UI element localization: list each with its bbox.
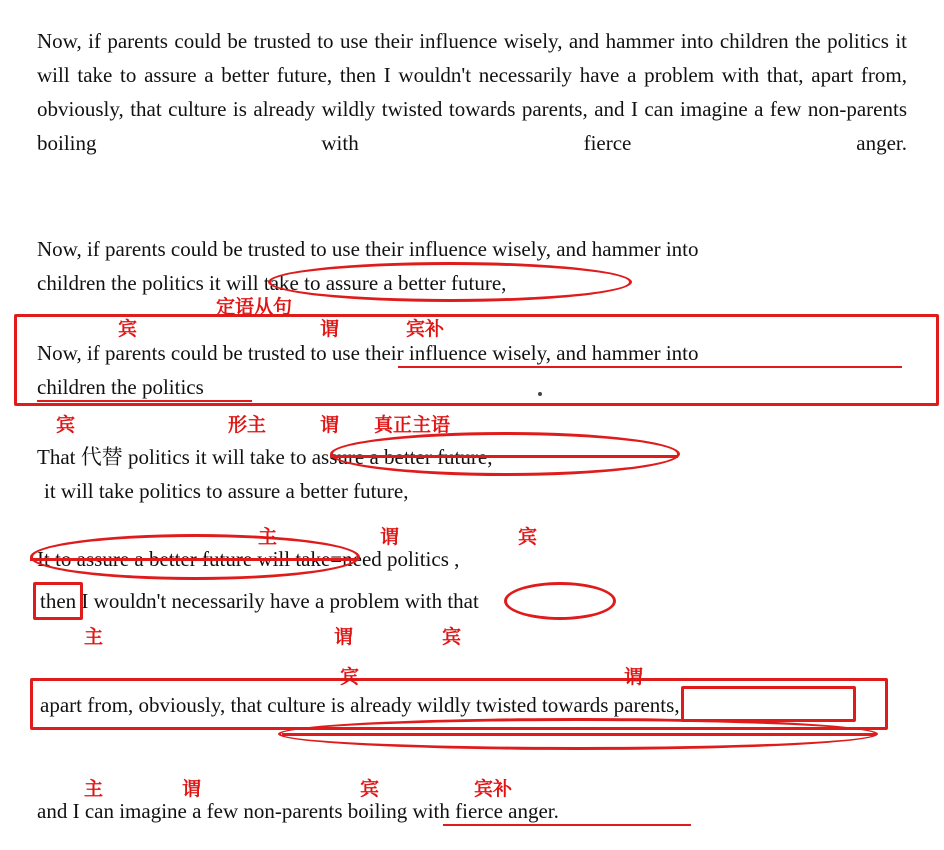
annotation-label: 主 bbox=[84, 778, 104, 800]
annotation-box-then bbox=[33, 582, 83, 620]
breakdown-line-5: That 代替 politics it will take to assure a better future, bbox=[37, 445, 493, 469]
breakdown-line-8: then I wouldn't necessarily have a problem with that bbox=[40, 589, 479, 613]
annotation-strike-3 bbox=[282, 733, 876, 736]
annotation-underline-obj-complement bbox=[398, 366, 902, 368]
annotation-label: 宾补 bbox=[474, 778, 513, 800]
annotation-label: 谓 bbox=[624, 666, 644, 688]
annotation-box-towards-parents bbox=[681, 686, 856, 722]
annotation-label: 宾 bbox=[442, 626, 462, 648]
annotation-strike-1 bbox=[330, 455, 678, 458]
annotation-label: 谓 bbox=[320, 414, 340, 436]
annotation-ellipse-with-that bbox=[504, 582, 616, 620]
annotation-label: 形主 bbox=[228, 414, 267, 436]
breakdown-line-10: and I can imagine a few non-parents boiling with fierce anger. bbox=[37, 799, 559, 823]
annotation-label: 谓 bbox=[380, 526, 400, 548]
annotation-underline-final bbox=[443, 824, 691, 826]
annotation-strike-2 bbox=[30, 558, 358, 561]
annotation-label: 真正主语 bbox=[374, 414, 451, 436]
annotation-underline-object bbox=[37, 400, 252, 402]
annotation-label: 谓 bbox=[334, 626, 354, 648]
annotation-label: 主 bbox=[258, 526, 278, 548]
annotation-label: 主 bbox=[84, 626, 104, 648]
breakdown-line-7: It to assure a better future will take=need politics , bbox=[37, 547, 460, 571]
original-paragraph: Now, if parents could be trusted to use their influence wisely, and hammer into children the politics it will take to assure a better future, then I wouldn't necessarily have a problem with that, apart from, obviously, that culture is already wildly twisted towards parents, and I can imagine a few non-parents boiling with fierce anger. bbox=[37, 29, 907, 155]
annotation-lens-strike-2 bbox=[30, 534, 360, 580]
breakdown-line-9: apart from, obviously, that culture is already wildly twisted towards parents, bbox=[40, 693, 680, 717]
annotation-label: 宾补 bbox=[406, 318, 445, 340]
annotation-label: 宾 bbox=[118, 318, 138, 340]
annotation-label: 定语从句 bbox=[216, 296, 293, 318]
annotation-lens-strike-1 bbox=[330, 432, 680, 476]
annotation-label: 宾 bbox=[340, 666, 360, 688]
annotation-label: 宾 bbox=[56, 414, 76, 436]
breakdown-line-2: children the politics it will take to assure a better future, bbox=[37, 271, 507, 295]
breakdown-line-3: Now, if parents could be trusted to use their influence wisely, and hammer into bbox=[37, 341, 699, 365]
stray-dot bbox=[538, 392, 542, 396]
annotation-ellipse-relative-clause bbox=[268, 262, 632, 302]
breakdown-line-6: it will take politics to assure a better future, bbox=[44, 479, 409, 503]
annotation-label: 宾 bbox=[518, 526, 538, 548]
annotation-label: 宾 bbox=[360, 778, 380, 800]
breakdown-line-4: children the politics bbox=[37, 375, 204, 399]
annotation-label: 谓 bbox=[320, 318, 340, 340]
annotation-label: 谓 bbox=[182, 778, 202, 800]
breakdown-line-1: Now, if parents could be trusted to use their influence wisely, and hammer into bbox=[37, 237, 699, 261]
